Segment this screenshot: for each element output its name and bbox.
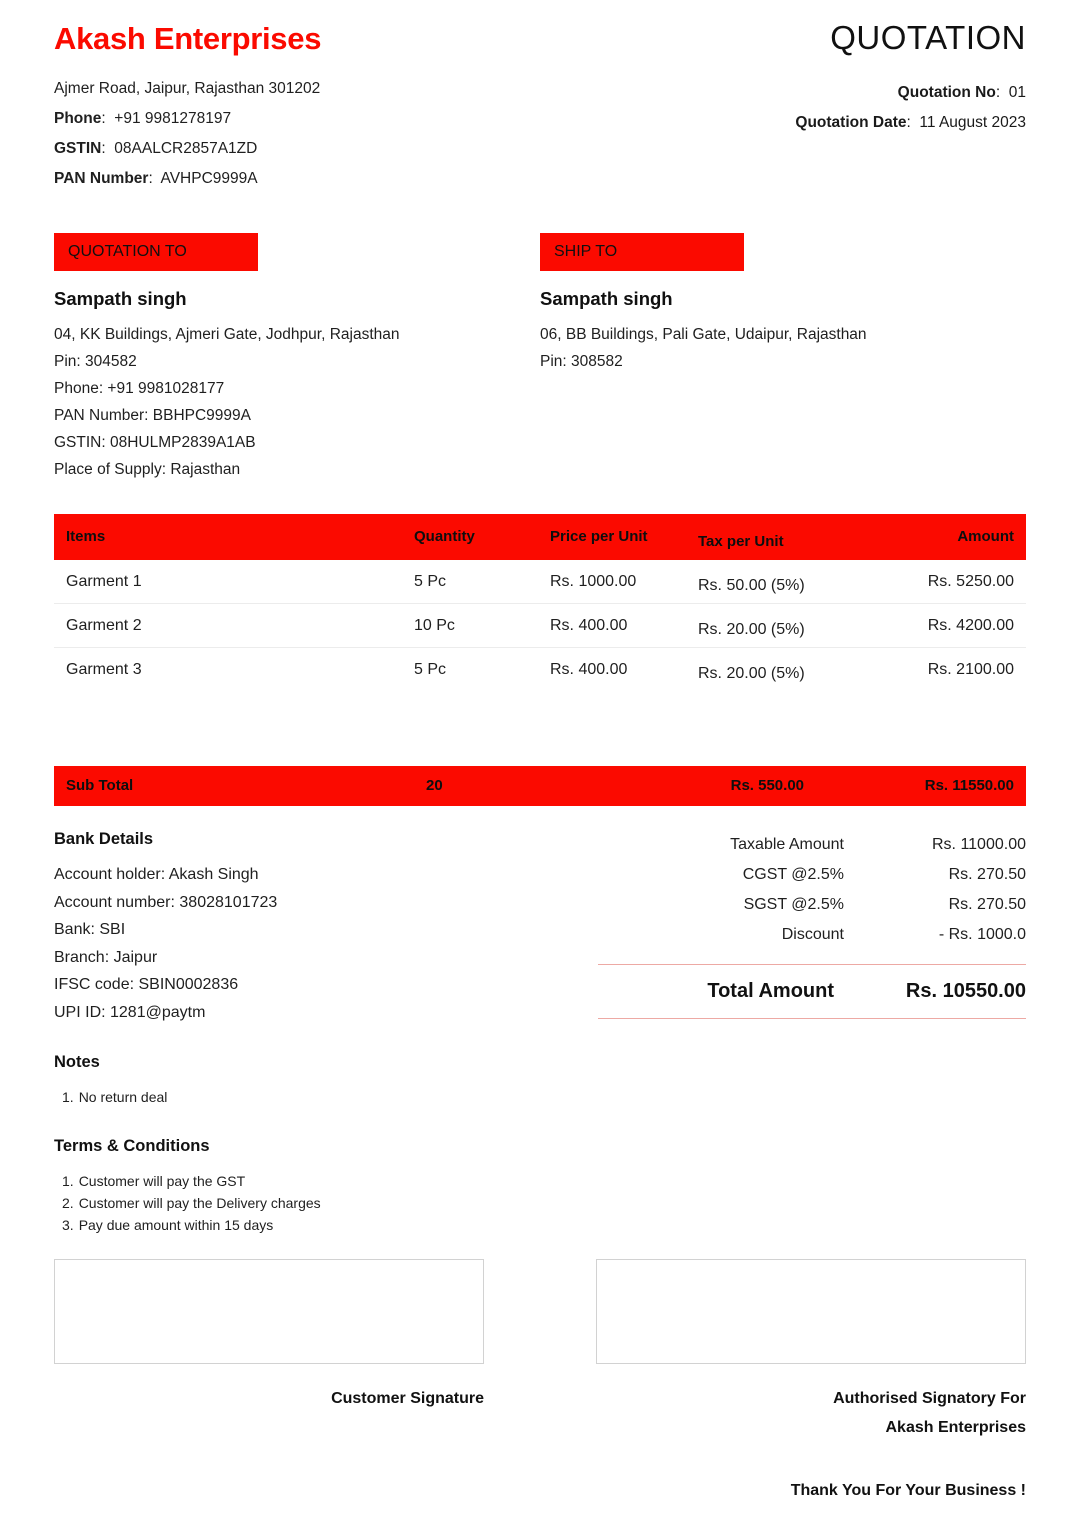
quotation-to-name: Sampath singh xyxy=(54,287,187,309)
totals-label: Discount xyxy=(781,926,844,943)
bank-branch: Branch: Jaipur xyxy=(54,948,158,966)
grand-total-value: Rs. 10550.00 xyxy=(905,980,1026,1002)
customer-signature-column xyxy=(54,1259,484,1442)
totals-value: Rs. 270.50 xyxy=(948,896,1026,913)
quotation-date-row xyxy=(795,108,1026,138)
authorised-signature-box[interactable] xyxy=(596,1259,1026,1364)
notes-list xyxy=(54,1086,167,1108)
quotation-meta xyxy=(795,78,1026,138)
company-pan-label: PAN Number xyxy=(54,169,149,187)
terms-item-text: Customer will pay the Delivery charges xyxy=(78,1195,321,1211)
terms-item-number: 3. xyxy=(62,1217,74,1233)
company-phone-value: +91 9981278197 xyxy=(114,109,232,127)
company-contact-lines xyxy=(54,74,321,194)
company-pan-value: AVHPC9999A xyxy=(160,169,258,187)
quotation-number-value: 01 xyxy=(1008,83,1026,101)
footer-thank-you: Thank You For Your Business ! xyxy=(790,1482,1026,1499)
customer-signature-caption: Customer Signature xyxy=(331,1390,484,1407)
terms-list xyxy=(54,1170,321,1236)
company-info xyxy=(54,18,321,194)
ship-to-tag: SHIP TO xyxy=(540,233,744,271)
signatures-section xyxy=(54,1259,1026,1442)
parties-section xyxy=(54,233,1026,483)
quotation-date-label: Quotation Date xyxy=(795,113,907,131)
subtotal-tax: Rs. 550.00 xyxy=(730,777,804,794)
quotation-to-place-of-supply: Place of Supply: Rajasthan xyxy=(54,460,241,478)
cell-tax: Rs. 50.00 (5%) xyxy=(698,560,888,604)
subtotal-amount: Rs. 11550.00 xyxy=(924,777,1014,794)
cell-amount: Rs. 4200.00 xyxy=(888,604,1026,648)
notes-item-number: 1. xyxy=(62,1089,74,1105)
list-item xyxy=(54,1086,167,1108)
quotation-number-label: Quotation No xyxy=(897,83,996,101)
quotation-to-pin: Pin: 304582 xyxy=(54,352,137,370)
authorised-signature-caption xyxy=(596,1384,1026,1442)
bank-and-totals-section xyxy=(54,830,1026,1026)
authorised-caption-line2: Akash Enterprises xyxy=(885,1419,1026,1436)
ship-to-lines xyxy=(540,321,1026,375)
quotation-to-block xyxy=(54,233,540,483)
items-table xyxy=(54,514,1026,692)
bank-ifsc-code: IFSC code: SBIN0002836 xyxy=(54,976,239,993)
bank-details-block xyxy=(54,830,494,1026)
bank-upi-id: UPI ID: 1281@paytm xyxy=(54,1003,206,1021)
column-header-items: Items xyxy=(54,514,414,560)
cell-amount: Rs. 2100.00 xyxy=(927,661,1014,679)
cell-item: Garment 2 xyxy=(54,604,414,648)
authorised-signature-column xyxy=(596,1259,1026,1442)
list-item xyxy=(54,1214,321,1236)
company-gstin-label: GSTIN xyxy=(54,139,102,157)
totals-row-taxable xyxy=(598,830,1026,860)
company-name: Akash Enterprises xyxy=(54,21,322,56)
ship-to-name: Sampath singh xyxy=(540,287,673,309)
ship-to-pin: Pin: 308582 xyxy=(540,352,623,370)
company-gstin-colon: : xyxy=(101,139,115,157)
company-phone xyxy=(54,104,321,134)
document-title: QUOTATION xyxy=(830,19,1026,56)
totals-label: Taxable Amount xyxy=(730,836,844,853)
totals-row-cgst xyxy=(598,860,1026,890)
subtotal-quantity: 20 xyxy=(426,777,443,794)
cell-tax: Rs. 20.00 (5%) xyxy=(698,604,888,648)
bank-account-number: Account number: 38028101723 xyxy=(54,893,278,911)
ship-to-address: 06, BB Buildings, Pali Gate, Udaipur, Rajasthan xyxy=(540,325,867,343)
grand-total-row xyxy=(598,965,1026,1019)
table-row xyxy=(54,560,1026,604)
totals-value: Rs. 11000.00 xyxy=(932,836,1026,853)
document-meta xyxy=(795,18,1026,138)
cell-price: Rs. 1000.00 xyxy=(550,560,698,604)
company-phone-colon: : xyxy=(101,109,115,127)
list-item xyxy=(54,1170,321,1192)
company-phone-label: Phone xyxy=(54,109,102,127)
company-gstin xyxy=(54,134,321,164)
cell-amount: Rs. 5250.00 xyxy=(888,560,1026,604)
cell-price: Rs. 400.00 xyxy=(550,604,698,648)
company-pan-colon: : xyxy=(148,169,161,187)
table-row xyxy=(54,648,1026,692)
cell-tax: Rs. 20.00 (5%) xyxy=(698,665,805,683)
quotation-to-phone: Phone: +91 9981028177 xyxy=(54,379,225,397)
grand-total-label: Total Amount xyxy=(707,980,834,1002)
company-gstin-value: 08AALCR2857A1ZD xyxy=(114,139,258,157)
notes-block xyxy=(54,1053,167,1108)
quotation-to-lines xyxy=(54,321,540,483)
notes-title: Notes xyxy=(54,1053,100,1071)
notes-item-text: No return deal xyxy=(78,1089,168,1105)
quotation-date-value: 11 August 2023 xyxy=(919,113,1026,131)
quotation-date-colon: : xyxy=(906,113,920,131)
column-header-quantity: Quantity xyxy=(414,514,550,560)
quotation-to-gstin: GSTIN: 08HULMP2839A1AB xyxy=(54,433,256,451)
totals-label: CGST @2.5% xyxy=(742,866,844,883)
cell-item: Garment 1 xyxy=(54,560,414,604)
cell-quantity: 5 Pc xyxy=(414,560,550,604)
totals-value: Rs. 270.50 xyxy=(948,866,1026,883)
terms-item-text: Pay due amount within 15 days xyxy=(78,1217,274,1233)
items-table-head xyxy=(54,514,1026,560)
terms-title: Terms & Conditions xyxy=(54,1137,210,1155)
cell-price: Rs. 400.00 xyxy=(550,661,628,679)
quotation-to-address: 04, KK Buildings, Ajmeri Gate, Jodhpur, Rajasthan xyxy=(54,325,400,343)
company-address: Ajmer Road, Jaipur, Rajasthan 301202 xyxy=(54,79,321,97)
quotation-number-row xyxy=(795,78,1026,108)
ship-to-block xyxy=(540,233,1026,483)
customer-signature-box[interactable] xyxy=(54,1259,484,1364)
company-pan xyxy=(54,164,321,194)
items-table-header-row xyxy=(54,514,1026,560)
items-table-body xyxy=(54,560,1026,692)
column-header-tax: Tax per Unit xyxy=(698,514,888,560)
terms-item-text: Customer will pay the GST xyxy=(78,1173,246,1189)
totals-label: SGST @2.5% xyxy=(743,896,844,913)
subtotal-row xyxy=(54,766,1026,806)
bank-details-title: Bank Details xyxy=(54,830,154,848)
totals-block xyxy=(598,830,1026,1026)
totals-row-discount xyxy=(598,920,1026,950)
column-header-price: Price per Unit xyxy=(550,514,698,560)
subtotal-label: Sub Total xyxy=(66,777,134,794)
cell-quantity: 10 Pc xyxy=(414,604,550,648)
column-header-amount: Amount xyxy=(888,514,1026,560)
table-row xyxy=(54,604,1026,648)
bank-name: Bank: SBI xyxy=(54,921,126,938)
totals-value: - Rs. 1000.0 xyxy=(938,926,1026,943)
terms-item-number: 1. xyxy=(62,1173,74,1189)
list-item xyxy=(54,1192,321,1214)
quotation-to-tag: QUOTATION TO xyxy=(54,233,258,271)
cell-item: Garment 3 xyxy=(66,661,142,679)
bank-details-lines xyxy=(54,861,494,1026)
terms-item-number: 2. xyxy=(62,1195,74,1211)
quotation-to-pan: PAN Number: BBHPC9999A xyxy=(54,406,251,424)
bank-account-holder: Account holder: Akash Singh xyxy=(54,866,259,883)
quotation-number-colon: : xyxy=(995,83,1009,101)
totals-row-sgst xyxy=(598,890,1026,920)
document-header xyxy=(54,0,1026,194)
authorised-caption-line1: Authorised Signatory For xyxy=(833,1390,1026,1407)
cell-quantity: 5 Pc xyxy=(414,661,447,679)
terms-block xyxy=(54,1137,321,1236)
